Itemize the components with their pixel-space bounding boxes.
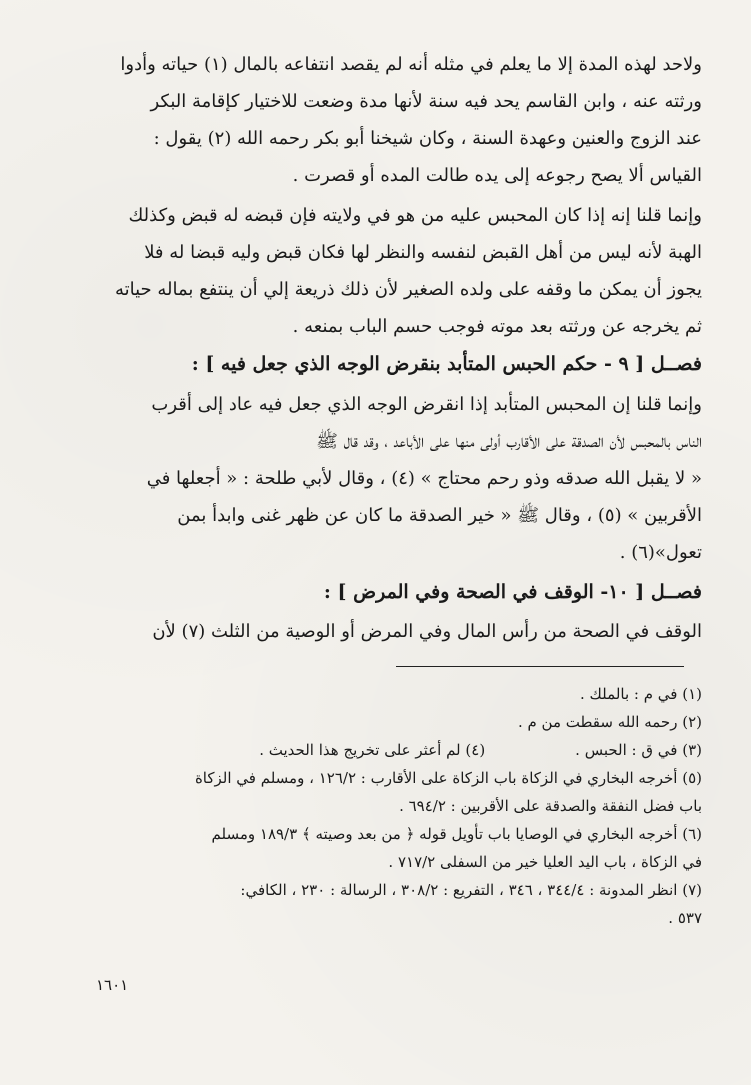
paragraph-1-line-4: القياس ألا يصح رجوعه إلى يده طالت المده أو قصرت .: [292, 165, 702, 186]
page-number: ١٦٠١: [96, 976, 129, 994]
paragraph-1: [64, 46, 702, 194]
paragraph-3-line-3: « لا يقبل الله صدقه وذو رحم محتاج » (٤) ، وقال لأبي طلحة : « أجعلها في: [146, 468, 702, 489]
paragraph-3: [64, 386, 702, 571]
footnote-5-line-2: باب فضل النفقة والصدقة على الأقربين : ٦٩٤/٢ .: [399, 797, 702, 815]
section-heading-9: فصــل [ ٩ - حكم الحبس المتأبد بنقرض الوجه الذي جعل فيه ] :: [191, 353, 702, 375]
footnote-2: (٢) رحمه الله سقطت من م .: [517, 713, 702, 731]
paragraph-3-line-4: الأقربين » (٥) ، وقال ﷺ « خير الصدقة ما كان عن ظهر غنى وابدأ بمن: [177, 505, 702, 526]
footnote-3: (٣) في ق : الحبس .: [575, 741, 702, 759]
paragraph-3-line-5: تعول»(٦) .: [619, 542, 702, 563]
paragraph-2-line-1: وإنما قلنا إنه إذا كان المحبس عليه من هو في ولايته فإن قبضه له قبض وكذلك: [128, 205, 702, 226]
footnote-6-line-1: (٦) أخرجه البخاري في الوصايا باب تأويل قوله ﴿ من بعد وصيته ﴾ ١٨٩/٣ ومسلم: [211, 825, 702, 843]
footnote-7-line-1: (٧) انظر المدونة : ٣٤٤/٤ ، ٣٤٦ ، التفريع : ٣٠٨/٢ ، الرسالة : ٢٣٠ ، الكافي:: [240, 881, 702, 899]
paragraph-2-line-4: ثم يخرجه عن ورثته بعد موته فوجب حسم الباب بمنعه .: [292, 316, 702, 337]
footnote-4: (٤) لم أعثر على تخريج هذا الحديث .: [259, 741, 486, 759]
footnotes: [64, 680, 702, 932]
paragraph-4-line-1: الوقف في الصحة من رأس المال وفي المرض أو الوصية من الثلث (٧) لأن: [152, 621, 702, 642]
paragraph-1-line-2: ورثته عنه ، وابن القاسم يحد فيه سنة لأنها مدة وضعت للاختيار كإقامة البكر: [150, 91, 702, 112]
paragraph-3-line-2: الناس بالمحبس لأن الصدقة على الأقارب أولى منها على الأباعد ، وقد قال ﷺ: [316, 431, 702, 452]
footnote-7-line-2: ٥٣٧ .: [668, 909, 702, 927]
footnote-separator: [396, 666, 684, 667]
footnote-5-line-1: (٥) أخرجه البخاري في الزكاة باب الزكاة على الأقارب : ١٢٦/٢ ، ومسلم في الزكاة: [194, 769, 702, 787]
footnote-3-4-row: [64, 736, 702, 764]
paragraph-2-line-3: يجوز أن يمكن ما وقفه على ولده الصغير لأن ذلك ذريعة إلي أن ينتفع بماله حياته: [114, 279, 702, 300]
paragraph-2-line-2: الهبة لأنه ليس من أهل القبض لنفسه والنظر لها فكان قبض وليه قبضا له فلا: [144, 242, 702, 263]
paragraph-4: [64, 613, 702, 650]
paragraph-1-line-3: عند الزوج والعنين وعهدة السنة ، وكان شيخنا أبو بكر رحمه الله (٢) يقول :: [153, 128, 702, 149]
paragraph-2: [64, 197, 702, 345]
section-heading-10: فصــل [ ١٠- الوقف في الصحة وفي المرض ] :: [323, 581, 702, 603]
paragraph-1-line-1: ولاحد لهذه المدة إلا ما يعلم في مثله أنه لم يقصد انتفاعه بالمال (١) حياته وأدوا: [120, 54, 702, 75]
footnote-6-line-2: في الزكاة ، باب اليد العليا خير من السفلى ٧١٧/٢ .: [388, 853, 702, 871]
paragraph-3-line-1: وإنما قلنا إن المحبس المتأبد إذا انقرض الوجه الذي جعل فيه عاد إلى أقرب: [151, 394, 702, 415]
footnote-1: (١) في م : بالملك .: [580, 685, 702, 703]
